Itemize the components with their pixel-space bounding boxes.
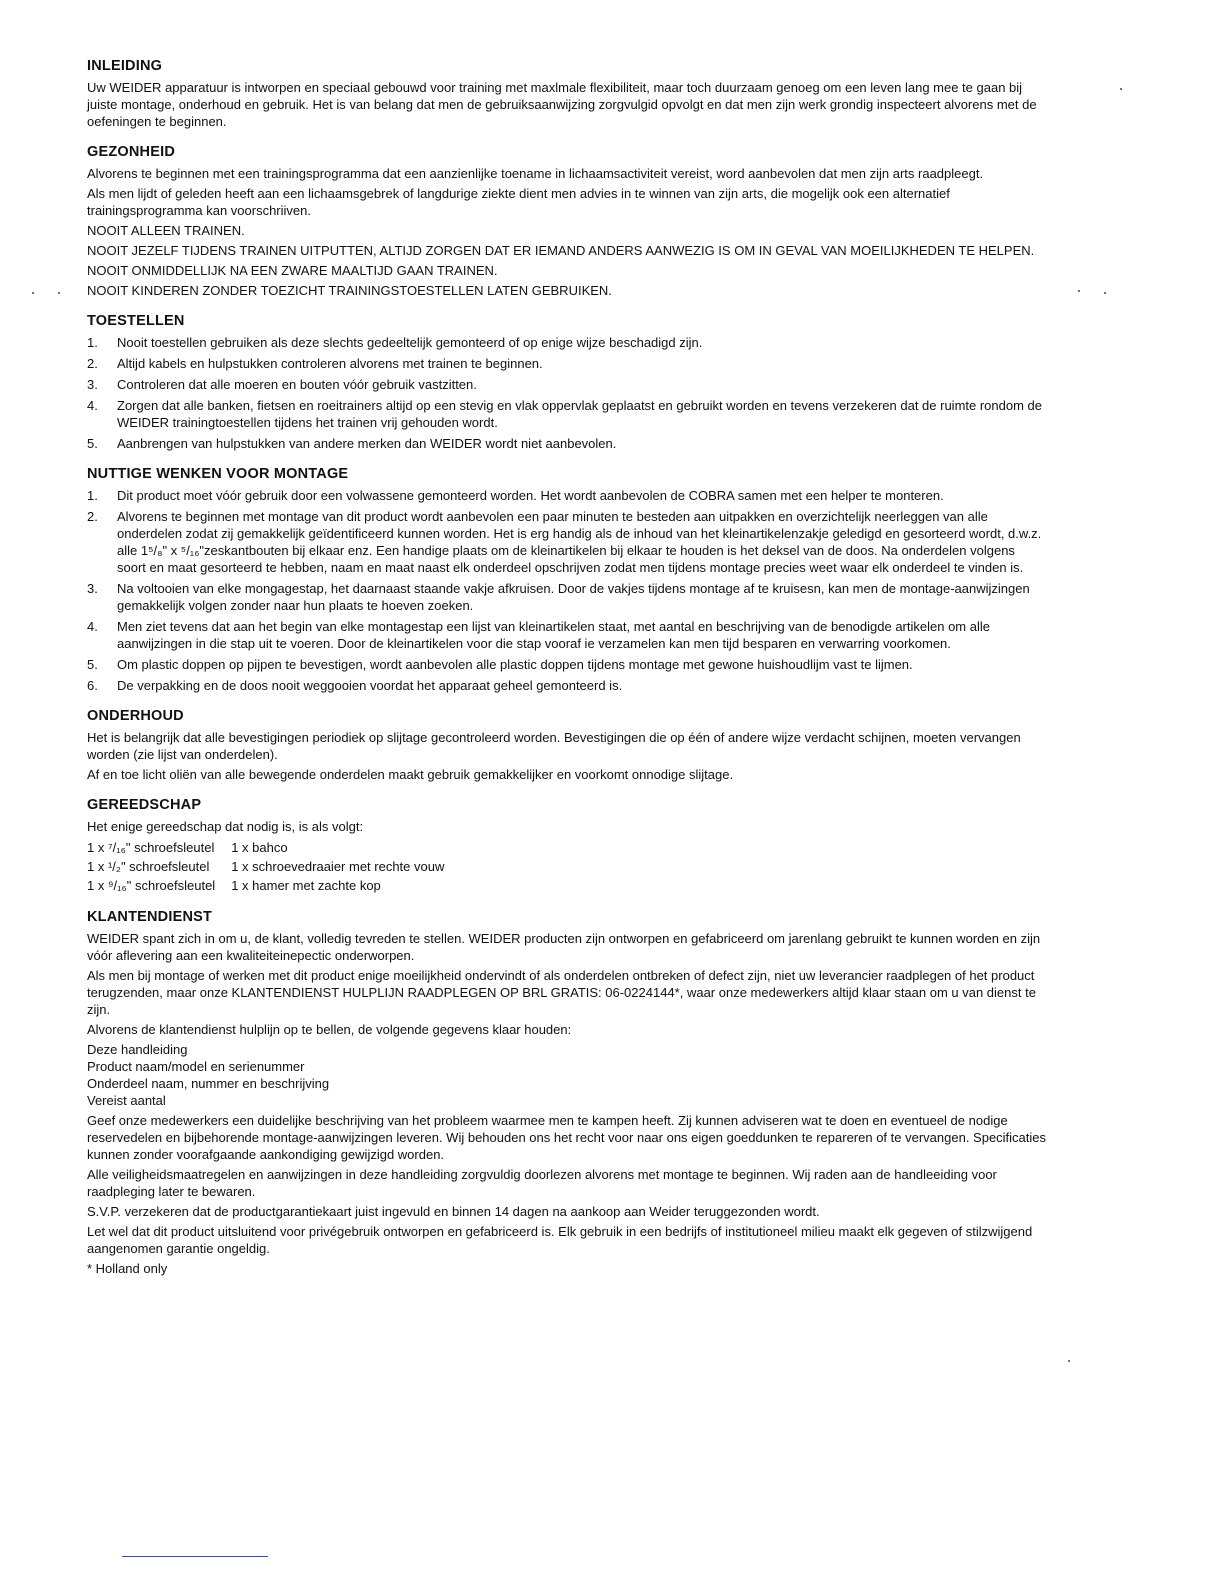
item-number: 4.: [87, 398, 98, 413]
item-text: Altijd kabels en hulpstukken controleren alvorens met trainen te beginnen.: [117, 356, 543, 371]
item-text: Alvorens te beginnen met montage van dit product wordt aanbevolen een paar minuten te besteden aan uitpakken en overzichtelijk neerleggen van alle onderdelen zodat zij gemakkelijk geïdentificeerd kunnen worden. Het is erg handig als de inhoud van het kleinartikelenzakje geledigd en gesorteerd wordt, d.w.z. alle 1⁵/₈" x ⁵/₁₆"zeskantbouten bij elkaar enz. Een handige plaats om de kleinartikelen bij elkaar te houden is het deksel van de doos. Na onderdelen volgens soort en maat gesorteerd te hebben, naam en maat naast elk onderdeel opschrijven zodat men tijdens montage precies weet waar elk onderdeel te vinden is.: [117, 509, 1042, 575]
item-number: 2.: [87, 356, 98, 371]
list-item: [87, 435, 1047, 452]
section-heading: GEZONHEID: [87, 144, 175, 160]
numbered-list: [87, 334, 1047, 452]
item-number: 6.: [87, 678, 98, 693]
warning-line: NOOIT KINDEREN ZONDER TOEZICHT TRAININGSTOESTELLEN LATEN GEBRUIKEN.: [87, 283, 612, 298]
table-row: [87, 857, 460, 876]
paragraph: Alle veiligheidsmaatregelen en aanwijzingen in deze handleiding zorgvuldig doorlezen alvorens met montage te beginnen. Wij raden aan de handleeiding voor raadpleging later te bewaren.: [87, 1167, 997, 1199]
item-text: Controleren dat alle moeren en bouten vóór gebruik vastzitten.: [117, 377, 477, 392]
item-number: 5.: [87, 657, 98, 672]
section-montage: [87, 466, 1047, 694]
paragraph: Alvorens de klantendienst hulplijn op te bellen, de volgende gegevens klaar houden:: [87, 1022, 572, 1037]
paragraph: Let wel dat dit product uitsluitend voor privégebruik ontworpen en gefabriceerd is. Elk gebruik in een bedrijfs of institutioneel milieu maakt elk gegeven of stilzwijgend aangenomen garantie ongeldig.: [87, 1224, 1033, 1256]
scan-speck: [58, 292, 60, 294]
list-item: [87, 580, 1047, 614]
list-item: [87, 508, 1047, 576]
item-number: 2.: [87, 509, 98, 524]
item-number: 1.: [87, 335, 98, 350]
tool-cell: 1 x schroevedraaier met rechte vouw: [231, 859, 445, 874]
section-heading: TOESTELLEN: [87, 313, 185, 329]
list-item: [87, 334, 1047, 351]
paragraph: Alvorens te beginnen met een trainingsprogramma dat een aanzienlijke toename in lichaamsactiviteit vereist, word aanbevolen dat men zijn arts raadpleegt.: [87, 166, 984, 181]
tools-table: [87, 838, 460, 895]
paragraph: Af en toe licht oliën van alle bewegende onderdelen maakt gebruik gemakkelijker en voorkomt onnodige slijtage.: [87, 767, 734, 782]
checklist-line: Product naam/model en serienummer: [87, 1059, 305, 1074]
item-number: 5.: [87, 436, 98, 451]
section-onderhoud: [87, 708, 1047, 783]
tool-cell: 1 x ¹/₂" schroefsleutel: [87, 859, 210, 874]
section-heading: KLANTENDIENST: [87, 909, 213, 925]
tool-cell: 1 x hamer met zachte kop: [231, 878, 381, 893]
item-text: Aanbrengen van hulpstukken van andere merken dan WEIDER wordt niet aanbevolen.: [117, 436, 617, 451]
item-number: 3.: [87, 377, 98, 392]
warning-line: NOOIT ALLEEN TRAINEN.: [87, 223, 245, 238]
list-item: [87, 376, 1047, 393]
section-klantendienst: [87, 909, 1047, 1277]
paragraph: Het is belangrijk dat alle bevestigingen periodiek op slijtage gecontroleerd worden. Bevestigingen die op één of andere wijze verdacht schijnen, moeten vervangen worden (zie lijst van onderdelen).: [87, 730, 1021, 762]
paragraph: Het enige gereedschap dat nodig is, is als volgt:: [87, 819, 364, 834]
warning-line: NOOIT ONMIDDELLIJK NA EEN ZWARE MAALTIJD GAAN TRAINEN.: [87, 263, 498, 278]
section-gereedschap: [87, 797, 1047, 895]
scan-speck: [1068, 1360, 1070, 1362]
paragraph: Geef onze medewerkers een duidelijke beschrijving van het probleem waarmee men te kampen heeft. Zij kunnen adviseren wat te doen en eventueel de nodige reservedelen en bijbehorende montage-aanwijzingen leveren. Wij behouden ons het recht voor naar ons eigen goeddunken te repareren of te vervangen. Specificaties kunnen zonder voorafgaande aankondiging gewijzigd worden.: [87, 1113, 1047, 1162]
bottom-rule: [122, 1556, 268, 1557]
section-inleiding: [87, 58, 1047, 130]
item-text: Nooit toestellen gebruiken als deze slechts gedeeltelijk gemonteerd of op enige wijze beschadigd zijn.: [117, 335, 703, 350]
list-item: [87, 656, 1047, 673]
numbered-list: [87, 487, 1047, 694]
footnote: * Holland only: [87, 1261, 168, 1276]
section-toestellen: [87, 313, 1047, 452]
paragraph: S.V.P. verzekeren dat de productgarantiekaart juist ingevuld en binnen 14 dagen na aankoop aan Weider teruggezonden wordt.: [87, 1204, 820, 1219]
item-number: 4.: [87, 619, 98, 634]
list-item: [87, 355, 1047, 372]
item-number: 1.: [87, 488, 98, 503]
list-item: [87, 487, 1047, 504]
list-item: [87, 677, 1047, 694]
item-text: Men ziet tevens dat aan het begin van elke montagestap een lijst van kleinartikelen staat, met aantal en beschrijving van de benodigde artikelen om alle aanwijzingen in die stap uit te voeren. Door de kleinartikelen voor die stap vooraf ie verzamelen kan men tijd besparen en verwarring voorkomen.: [117, 619, 990, 651]
warning-line: NOOIT JEZELF TIJDENS TRAINEN UITPUTTEN, ALTIJD ZORGEN DAT ER IEMAND ANDERS AANWEZIG IS OM IN GEVAL VAN MOEILIJKHEDEN TE HELPEN.: [87, 243, 1035, 258]
document-page: [87, 58, 1047, 1291]
section-gezondheid: [87, 144, 1047, 299]
scan-speck: [32, 292, 34, 294]
table-row: [87, 876, 460, 895]
tool-cell: 1 x ⁷/₁₆" schroefsleutel: [87, 840, 215, 855]
checklist-line: Deze handleiding: [87, 1042, 188, 1057]
item-text: Dit product moet vóór gebruik door een volwassene gemonteerd worden. Het wordt aanbevolen de COBRA samen met een helper te monteren.: [117, 488, 944, 503]
tool-cell: 1 x ⁹/₁₆" schroefsleutel: [87, 878, 216, 893]
checklist-line: Vereist aantal: [87, 1093, 166, 1108]
tool-cell: 1 x bahco: [231, 840, 288, 855]
section-heading: ONDERHOUD: [87, 708, 184, 724]
item-text: Na voltooien van elke mongagestap, het daarnaast staande vakje afkruisen. Door de vakjes tijdens montage af te kruisesn, kan men de montage-aanwijzingen gemakkelijk volgen zonder naar hun plaats te hoeven zoeken.: [117, 581, 1030, 613]
paragraph: Uw WEIDER apparatuur is intworpen en speciaal gebouwd voor training met maxlmale flexibiliteit, maar toch duurzaam genoeg om een leven lang mee te gaan bij juiste montage, onderhoud en gebruik. Het is van belang dat men de gebruiksaanwijzing zorgvulgid opvolgt en dat men zijn werk grondig inspecteert alvorens met de oefeningen te beginnen.: [87, 80, 1037, 129]
list-item: [87, 397, 1047, 431]
item-number: 3.: [87, 581, 98, 596]
item-text: Om plastic doppen op pijpen te bevestigen, wordt aanbevolen alle plastic doppen tijdens montage met gewone huishoudlijm vast te lijmen.: [117, 657, 913, 672]
paragraph: Als men bij montage of werken met dit product enige moeilijkheid ondervindt of als onderdelen ontbreken of defect zijn, niet uw leverancier raadplegen of het product terugzenden, maar onze KLANTENDIENST HULPLIJN RAADPLEGEN OP BRL GRATIS: 06-0224144*, waar onze medewerkers altijd klaar staan om u van dienst te zijn.: [87, 968, 1036, 1017]
scan-speck: [1104, 292, 1106, 294]
scan-speck: [1120, 88, 1122, 90]
table-row: [87, 838, 460, 857]
item-text: Zorgen dat alle banken, fietsen en roeitrainers altijd op een stevig en vlak oppervlak geplaatst en gebruikt worden en tevens verzekeren dat de ruimte rondom de WEIDER trainingtoestellen tijdens het trainen vrij gehouden wordt.: [117, 398, 1042, 430]
paragraph: Als men lijdt of geleden heeft aan een lichaamsgebrek of langdurige ziekte dient men advies in te winnen van zijn arts, die mogelijk ook een alternatief trainingsprogramma kan voorschriiven.: [87, 186, 950, 218]
list-item: [87, 618, 1047, 652]
section-heading: GEREEDSCHAP: [87, 797, 202, 813]
section-heading: NUTTIGE WENKEN VOOR MONTAGE: [87, 466, 349, 482]
scan-speck: [1078, 290, 1080, 292]
checklist-line: Onderdeel naam, nummer en beschrijving: [87, 1076, 330, 1091]
section-heading: INLEIDING: [87, 58, 163, 74]
paragraph: WEIDER spant zich in om u, de klant, volledig tevreden te stellen. WEIDER producten zijn ontworpen en gefabriceerd om jarenlang gebruikt te kunnen worden en zijn vóór aflevering aan een kwaliteiteinepectic onderworpen.: [87, 931, 1041, 963]
item-text: De verpakking en de doos nooit weggooien voordat het apparaat geheel gemonteerd is.: [117, 678, 623, 693]
